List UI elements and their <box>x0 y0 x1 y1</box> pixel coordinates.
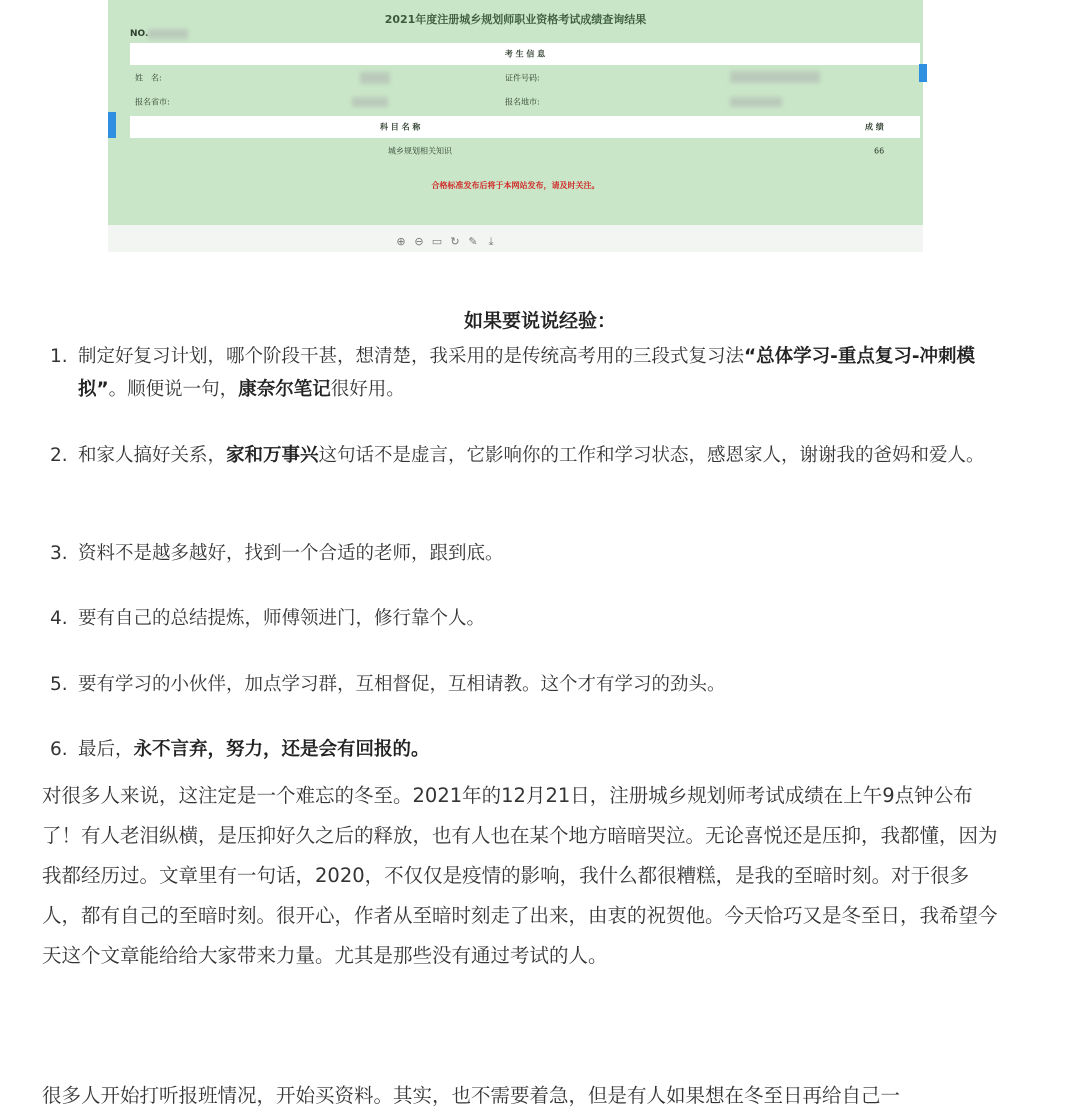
list-text: 要有学习的小伙伴，加点学习群，互相督促，互相请教。这个才有学习的劲头。 <box>78 674 726 695</box>
experience-list <box>50 340 1010 766</box>
list-text: 。顺便说一句， <box>108 379 239 400</box>
list-item <box>50 668 1010 701</box>
list-text: 这句话不是虚言，它影响你的工作和学习状态，感恩家人，谢谢我的爸妈和爱人。 <box>318 445 985 466</box>
info-row-name <box>130 67 920 89</box>
experience-heading: 如果要说说经验： <box>463 310 616 332</box>
record-number-label: NO. <box>130 29 149 39</box>
paragraph-winter-solstice: 对很多人来说，这注定是一个难忘的冬至。2021年的12月21日，注册城乡规划师考试成绩在上午9点钟公布了！有人老泪纵横，是压抑好久之后的释放，也有人也在某个地方暗暗哭泣。无论喜悦还是压抑，我都懂，因为我都经历过。文章里有一句话，2020，不仅仅是疫情的影响，我什么都很糟糕，是我的至暗时刻。对于很多人，都有自己的至暗时刻。很开心，作者从至暗时刻走了出来，由衷的祝贺他。今天恰巧又是冬至日，我希望今天这个文章能给给大家带来力量。尤其是那些没有通过考试的人。 <box>42 784 998 967</box>
edit-icon[interactable]: ✎ <box>468 235 478 248</box>
name-label: 姓 名: <box>135 73 162 83</box>
subject-row <box>130 140 920 162</box>
redacted-name <box>360 72 390 84</box>
list-bold: 康奈尔笔记 <box>238 379 331 400</box>
score-table <box>130 43 920 165</box>
redacted-id <box>730 71 820 83</box>
list-item <box>50 733 1010 766</box>
city-label: 报名地市: <box>505 97 540 107</box>
subject-header-row <box>130 116 920 138</box>
list-item <box>50 340 1010 406</box>
redacted-number <box>148 29 188 39</box>
list-bold: 家和万事兴 <box>226 445 319 466</box>
redacted-province <box>352 97 388 107</box>
list-item <box>50 602 1010 635</box>
score-panel <box>108 0 923 225</box>
list-item <box>50 439 1010 505</box>
list-number: 3. <box>50 543 68 564</box>
list-text: 很好用。 <box>330 379 405 400</box>
rotate-icon[interactable]: ↻ <box>450 235 460 248</box>
list-number: 2. <box>50 445 68 466</box>
list-number: 1. <box>50 346 68 367</box>
section-header: 考 生 信 息 <box>504 49 546 59</box>
list-number: 4. <box>50 608 68 629</box>
list-bold: 永不言弃，努力，还是会有回报的。 <box>133 739 430 760</box>
candidate-info-header <box>130 43 920 65</box>
list-number: 6. <box>50 739 68 760</box>
list-text: 资料不是越多越好，找到一个合适的老师，跟到底。 <box>78 543 504 564</box>
list-bold: “总体学习-重点复习-冲刺模拟” <box>78 346 976 400</box>
score-screenshot <box>108 0 923 252</box>
fit-icon[interactable]: ▭ <box>431 235 443 248</box>
list-number: 5. <box>50 674 68 695</box>
viewer-toolbar <box>395 236 497 248</box>
paragraph-preparation: 很多人开始打听报班情况，开始买资料。其实，也不需要着急，但是有人如果想在冬至日再给自己一 <box>42 1084 901 1107</box>
list-text: 最后， <box>78 739 134 760</box>
score-value: 66 <box>874 146 885 156</box>
notice-text: 合格标准发布后将于本网站发布，请及时关注。 <box>431 181 600 190</box>
subject-header: 科 目 名 称 <box>380 122 421 132</box>
list-text: 要有自己的总结提炼，师傅领进门，修行靠个人。 <box>78 608 486 629</box>
province-label: 报名省市: <box>135 97 170 107</box>
score-title: 2021年度注册城乡规划师职业资格考试成绩查询结果 <box>384 13 647 26</box>
zoom-in-icon[interactable]: ⊕ <box>396 235 406 248</box>
list-text: 和家人搞好关系， <box>78 445 227 466</box>
zoom-out-icon[interactable]: ⊖ <box>414 235 424 248</box>
left-edge-tab[interactable] <box>108 112 116 138</box>
info-row-region <box>130 91 920 113</box>
subject-name: 城乡规划相关知识 <box>388 146 452 156</box>
list-text: 制定好复习计划，哪个阶段干甚，想清楚，我采用的是传统高考用的三段式复习法 <box>78 346 745 367</box>
id-label: 证件号码: <box>505 73 540 83</box>
score-header: 成 绩 <box>865 122 884 132</box>
redacted-city <box>730 97 782 107</box>
download-icon[interactable]: ⤓ <box>488 235 494 248</box>
list-item <box>50 537 1010 570</box>
right-edge-tab[interactable] <box>919 64 927 82</box>
